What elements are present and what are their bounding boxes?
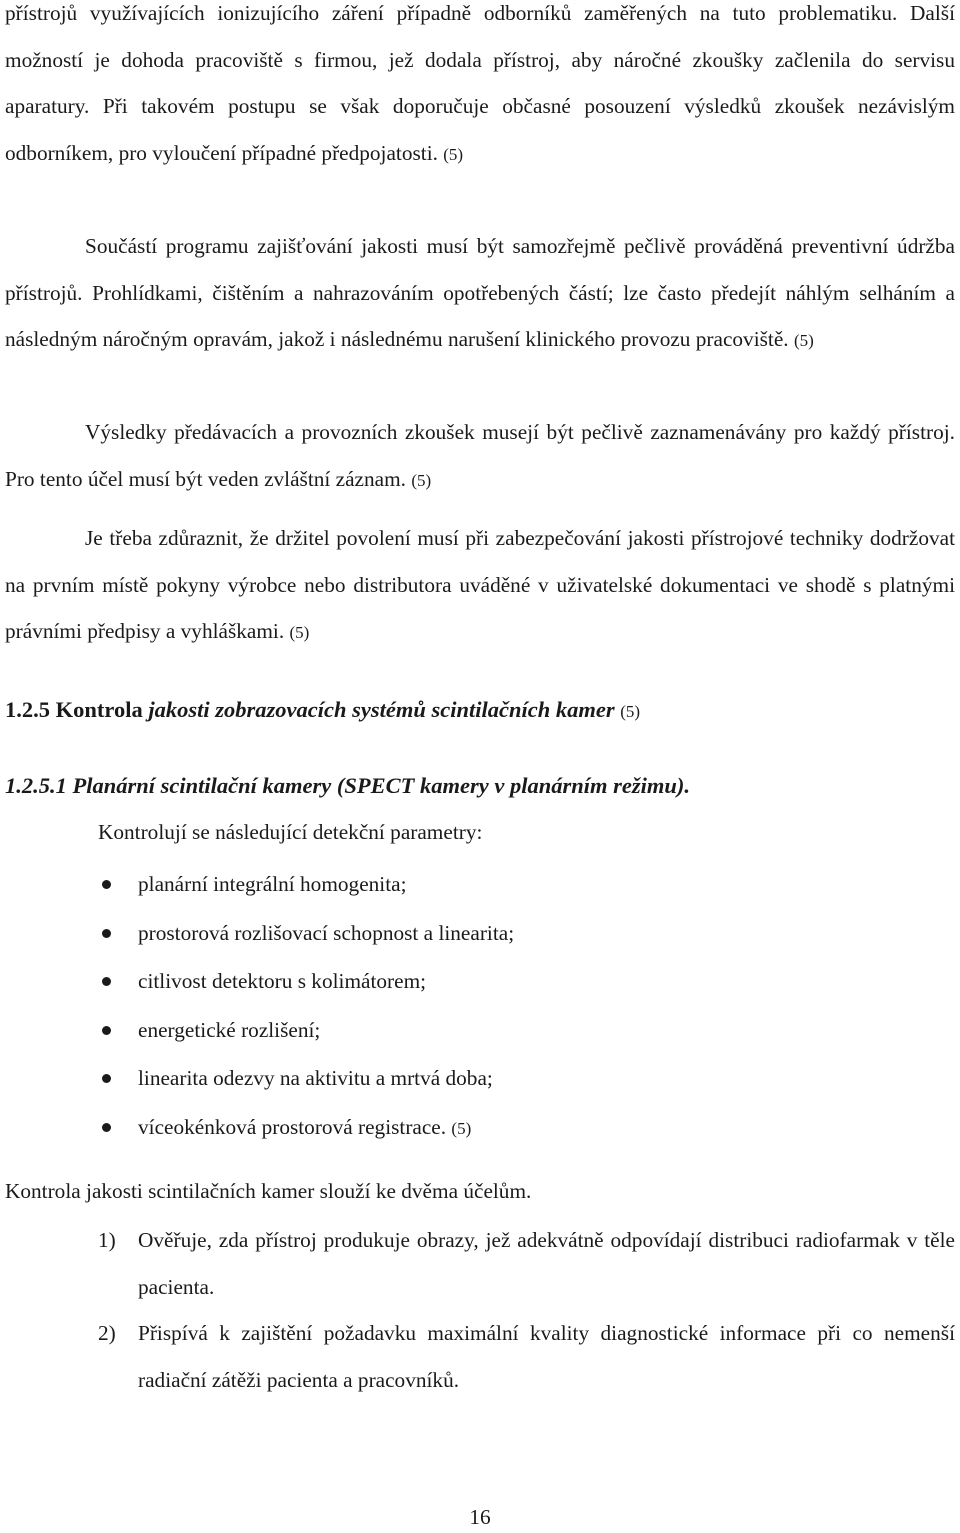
citation-ref: (5) [411,470,432,490]
subsection-heading [5,773,690,799]
list-item-text: víceokénková prostorová registrace. [138,1114,447,1139]
paragraph-1-text: přístrojů využívajících ionizujícího záření případně odborníků zaměřených na tuto problematiku. Další možností je dohoda pracoviště s firmou, jež dodala přístroj, aby náročné zkoušky začlenila do servisu aparatury. Při takovém postupu se však doporučuje občasné posouzení výsledků zkoušek nezávislým odborníkem, pro vyloučení případné předpojatosti. [5,1,955,165]
paragraph-1 [5,0,955,178]
bullet-icon [102,1074,111,1083]
list-item [98,1103,514,1152]
numbered-item-text: Ověřuje, zda přístroj produkuje obrazy, jež adekvátně odpovídají distribuci radiofarmak v těle pacienta. [138,1228,955,1299]
citation-ref: (5) [793,331,814,351]
bullet-icon [102,929,111,938]
list-item-text: citlivost detektoru s kolimátorem; [138,969,427,994]
section-title-italic: jakosti zobrazovacích systémů scintilačních kamer [148,697,615,722]
list-item-text: energetické rozlišení; [138,1017,321,1042]
item-number: 2) [98,1321,116,1346]
list-item [98,860,514,909]
list-item [98,1006,514,1055]
bullet-icon [102,1026,111,1035]
list-item [98,909,514,958]
section-heading [5,697,640,723]
paragraph-2 [5,223,955,365]
citation-ref: (5) [620,702,641,721]
list-item-text: planární integrální homogenita; [138,872,407,896]
list-item [98,957,514,1006]
section-word: Kontrola [55,697,143,722]
item-number: 1) [98,1228,116,1252]
purpose-list [98,1217,955,1403]
list-item-text: prostorová rozlišovací schopnost a linearita; [138,920,515,945]
bullet-icon [102,977,111,986]
purpose-sentence: Kontrola jakosti scintilačních kamer slouží ke dvěma účelům. [5,1179,532,1203]
citation-ref: (5) [289,623,310,643]
numbered-item [98,1310,955,1403]
bullet-icon [102,1123,111,1132]
section-number: 1.2.5 [5,697,50,722]
bullet-icon [102,880,111,889]
citation-ref: (5) [443,144,464,164]
paragraph-3-text: Výsledky předávacích a provozních zkoušek musejí být pečlivě zaznamenávány pro každý přístroj. Pro tento účel musí být veden zvláštní záznam. [5,420,955,491]
parameter-list [98,860,514,1152]
citation-ref: (5) [451,1118,472,1138]
paragraph-2-text: Součástí programu zajišťování jakosti musí být samozřejmě pečlivě prováděná preventivní údržba přístrojů. Prohlídkami, čištěním a nahrazováním opotřebených částí; lze často předejít náhlým selháním a následným náročným opravám, jakož i následnému narušení klinického provozu pracoviště. [5,234,955,352]
paragraph-4 [5,515,955,657]
numbered-item [98,1217,955,1310]
list-item [98,1054,514,1103]
subsection-title: 1.2.5.1 Planární scintilační kamery (SPECT kamery v planárním režimu). [5,773,691,798]
list-intro: Kontrolují se následující detekční parametry: [98,820,483,844]
list-item-text: linearita odezvy na aktivitu a mrtvá doba; [138,1066,493,1091]
page-number: 16 [469,1505,491,1529]
paragraph-4-text: Je třeba zdůraznit, že držitel povolení musí při zabezpečování jakosti přístrojové techniky dodržovat na prvním místě pokyny výrobce nebo distributora uváděné v uživatelské dokumentaci ve shodě s platnými právními předpisy a vyhláškami. [5,526,955,644]
numbered-item-text: Přispívá k zajištění požadavku maximální kvality diagnostické informace při co nemenší radiační zátěži pacienta a pracovníků. [138,1321,955,1392]
paragraph-3 [5,409,955,504]
